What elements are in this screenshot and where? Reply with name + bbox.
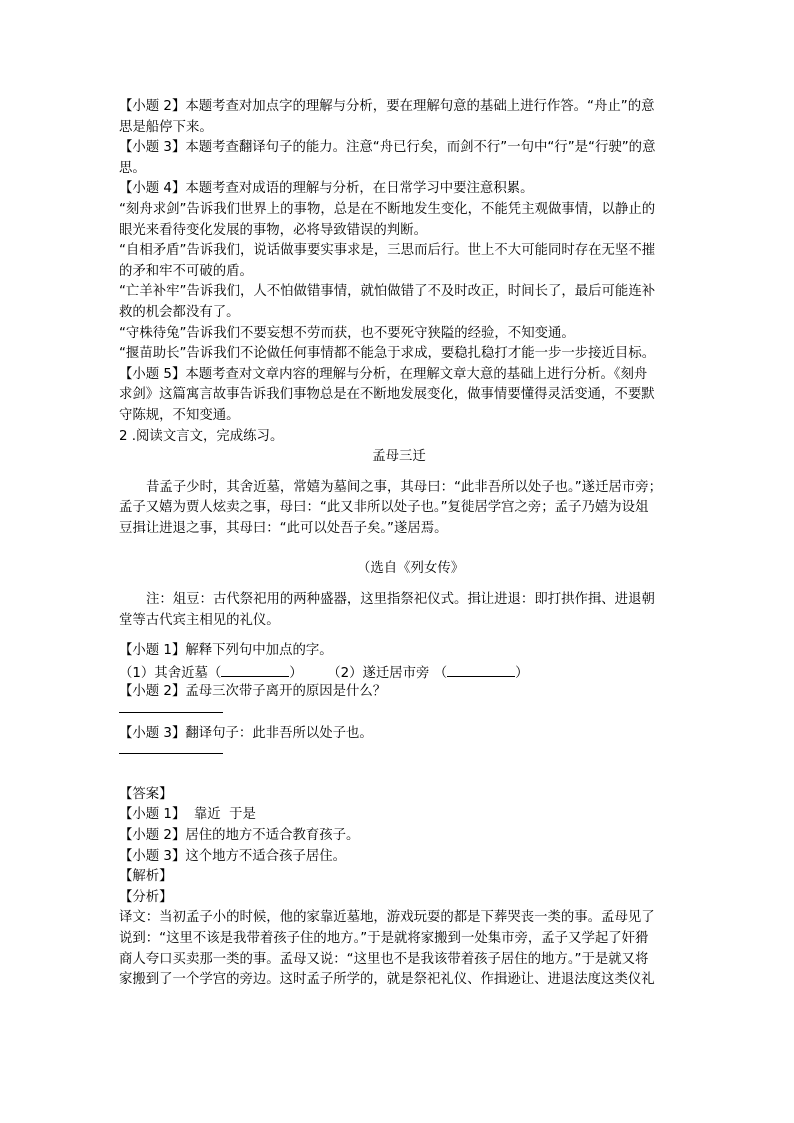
q1-item-b-label: （2）遂迁居市旁 （	[327, 665, 448, 681]
passage-line: 昔孟子少时，其舍近墓，常嬉为墓间之事，其母曰：“此非吾所以处子也。”遂迁居市旁；	[146, 479, 663, 495]
analysis-line: “亡羊补牢”告诉我们，人不怕做错事情，就怕做错了不及时改正，时间长了，最后可能连补	[119, 284, 656, 300]
answer-line: 【小题 3】这个地方不适合孩子居住。	[119, 848, 347, 864]
passage	[119, 478, 679, 540]
q1-item-a-label: （1）其舍近墓（	[119, 665, 222, 681]
q1-item-b-close: ）	[515, 665, 529, 681]
question-2: 【小题 2】孟母三次带子离开的原因是什么？	[119, 684, 387, 700]
analysis-line: “刻舟求剑”告诉我们世界上的事物，总是在不断地发生变化，不能凭主观做事情，以静止的	[119, 201, 656, 217]
analysis-heading: 【解析】	[119, 869, 173, 885]
answers	[119, 785, 679, 909]
translation-line: 说到：“这里不该是我带着孩子住的地方。”于是就将家搬到一处集市旁，孟子又学起了奸猾	[119, 930, 649, 946]
translation-line: 家搬到了一个学宫的旁边。这时孟子所学的，就是祭祀礼仪、作揖逊让、进退法度这类仪礼	[119, 972, 655, 988]
analysis-section	[119, 97, 679, 447]
passage-line: 孟子又嬉为贾人炫卖之事，母曰：“此又非所以处子也。”复徙居学宫之旁；孟子乃嬉为设俎	[119, 500, 649, 516]
analysis-line: “揠苗助长”告诉我们不论做任何事情都不能急于求成，要稳扎稳打才能一步一步接近目标。	[119, 346, 656, 362]
analysis-line: 的矛和牢不可破的盾。	[119, 263, 253, 279]
analysis-line: 【小题 3】本题考查翻译句子的能力。注意“舟已行矣，而剑不行”一句中“行”是“行驶”的意	[119, 140, 656, 156]
analysis-line: 思是船停下来。	[119, 119, 213, 135]
analysis-line: “守株待兔”告诉我们不要妄想不劳而获，也不要死守狭隘的经验，不知变通。	[119, 325, 575, 341]
analysis-line: 【小题 4】本题考查对成语的理解与分析，在日常学习中要注意积累。	[119, 181, 534, 197]
question-3: 【小题 3】翻译句子：此非吾所以处子也。	[119, 725, 373, 741]
answer-blank[interactable]	[221, 662, 289, 677]
answer-line-q2[interactable]	[119, 703, 679, 724]
answer-rule[interactable]	[119, 753, 223, 754]
analysis-line: 守陈规，不知变通。	[119, 407, 240, 423]
answer-heading: 【答案】	[119, 786, 173, 802]
notes	[119, 590, 679, 631]
note-line: 堂等古代宾主相见的礼仪。	[119, 612, 280, 628]
analysis-line: “自相矛盾”告诉我们，说话做事要实事求是，三思而后行。世上不大可能同时存在无坚不摧	[119, 243, 656, 259]
analysis-line: 思。	[119, 160, 146, 176]
answer-blank[interactable]	[447, 662, 515, 677]
note-line: 注：俎豆：古代祭祀用的两种盛器，这里指祭祀仪式。揖让进退：即打拱作揖、进退朝	[146, 592, 655, 608]
analysis-line: 眼光来看待变化发展的事物，必将导致错误的判断。	[119, 222, 427, 238]
translation-line: 商人夸口买卖那一类的事。孟母又说：“这里也不是我该带着孩子居住的地方。”于是就又将	[119, 951, 649, 967]
passage-line: 豆揖让进退之事，其母曰：“此可以处吾子矣。”遂居焉。	[119, 520, 448, 536]
passage-source: （选自《列女传》	[357, 561, 465, 577]
answer-rule[interactable]	[119, 712, 223, 713]
answer-line: 【小题 2】居住的地方不适合教育孩子。	[119, 828, 360, 843]
analysis-line: 求剑》这篇寓言故事告诉我们事物总是在不断地发展变化，做事情要懂得灵活变通，不要默	[119, 387, 655, 403]
translation-line: 译文：当初孟子小的时候，他的家靠近墓地，游戏玩耍的都是下葬哭丧一类的事。孟母见了	[119, 910, 655, 926]
passage-title: 孟母三迁	[372, 449, 426, 465]
analysis-subheading: 【分析】	[119, 889, 173, 905]
analysis-line: 救的机会都没有了。	[119, 304, 240, 320]
question-heading: 2 .阅读文言文，完成练习。	[119, 428, 284, 444]
translation	[119, 908, 679, 990]
question-1: 【小题 1】解释下列句中加点的字。	[119, 643, 333, 659]
question-1-items	[119, 662, 679, 683]
answer-line: 【小题 1】 靠近 于是	[119, 807, 256, 823]
analysis-line: 【小题 5】本题考查对文章内容的理解与分析，在理解文章大意的基础上进行分析。《刻舟	[119, 366, 648, 382]
questions	[119, 641, 679, 765]
q1-item-a-close: ）	[289, 665, 303, 681]
answer-line-q3[interactable]	[119, 744, 679, 765]
document-page	[119, 97, 679, 991]
analysis-line: 【小题 2】本题考查对加点字的理解与分析，要在理解句意的基础上进行作答。“舟止”的意	[119, 99, 655, 114]
